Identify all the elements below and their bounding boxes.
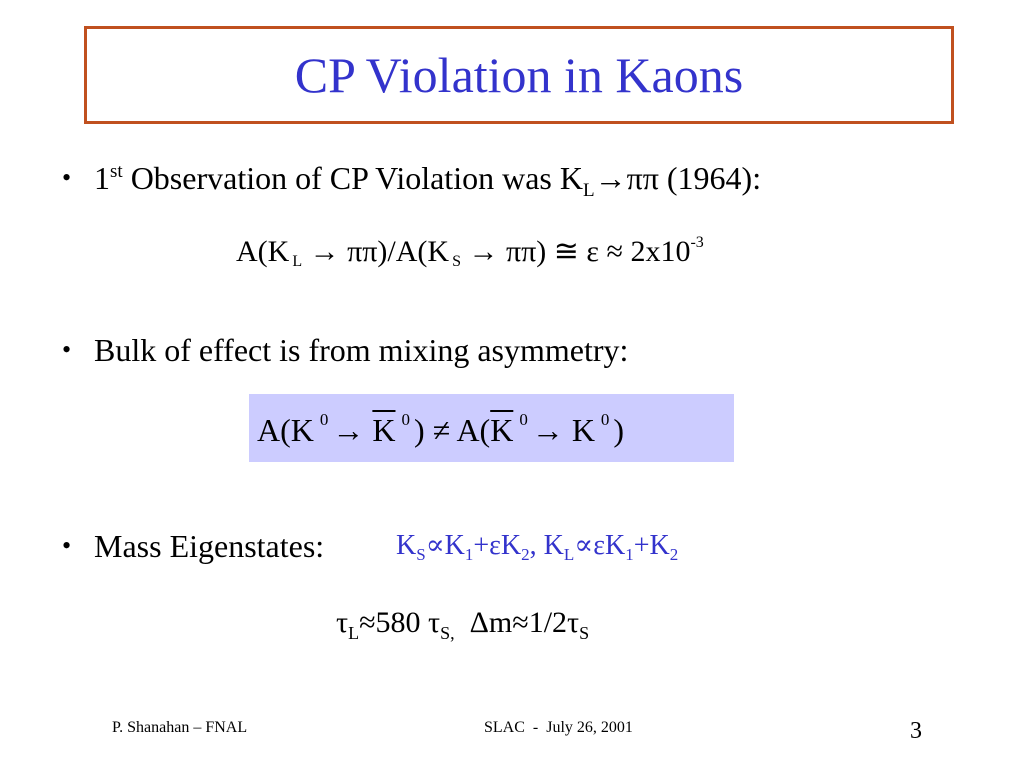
eq1-part-a: A(K	[236, 235, 290, 268]
me-sub-5: 1	[625, 545, 634, 564]
tau-part-3: Δm≈1/2τ	[454, 606, 580, 639]
eq2-sup-2: 0	[401, 410, 410, 429]
ordinal-number: 1	[94, 160, 110, 196]
eq2-mid: ) ≠ A(	[413, 412, 491, 448]
eq1-exponent: -3	[690, 234, 704, 251]
eq2-sup-1: 0	[319, 410, 329, 429]
tau-part-1: τ	[336, 606, 349, 639]
slide-title: CP Violation in Kaons	[294, 47, 744, 103]
bullet-marker: •	[62, 335, 72, 364]
amplitude-ratio-equation	[236, 234, 704, 269]
me-part-2: ∝K	[425, 530, 465, 561]
tau-sub-1: L	[348, 623, 360, 643]
eq2-part-a: A(K	[257, 412, 314, 448]
mixing-text: Bulk of effect is from mixing asymmetry:	[94, 332, 629, 368]
eq2-end: )	[613, 412, 625, 448]
footer-author: P. Shanahan – FNAL	[112, 719, 248, 736]
me-part-5: ∝εK	[574, 530, 626, 561]
tau-part-2: ≈580 τ	[359, 606, 441, 639]
eq1-part-b: → ππ)/A(K	[302, 235, 450, 268]
bullet-marker: •	[62, 163, 72, 192]
eq1-part-c: → ππ) ≅ ε ≈ 2x10	[460, 235, 691, 268]
mass-eigenstates-label: Mass Eigenstates:	[94, 528, 325, 564]
eq2-kbar-2: $\overline{K}$	[490, 412, 514, 448]
bullet-marker: •	[62, 531, 72, 560]
tau-sub-3: S	[579, 623, 590, 643]
footer-event: SLAC - July 26, 2001	[484, 719, 633, 736]
eq1-sub-s: S	[452, 253, 461, 270]
mixing-asymmetry-equation	[257, 412, 624, 449]
me-sub-2: 1	[464, 545, 474, 564]
me-sub-1: S	[416, 545, 426, 564]
lifetime-equation	[336, 606, 590, 643]
kl-subscript: L	[582, 180, 595, 201]
bullet-mass-eigenstates	[62, 530, 324, 562]
eq2-sup-3: 0	[519, 410, 528, 429]
eq2-arrow-2: → K	[531, 412, 595, 448]
mass-eigenstates-equation	[396, 528, 678, 562]
eq2-kbar-1: $\overline{K}$	[372, 412, 396, 448]
ordinal-suffix: st	[110, 161, 123, 182]
me-sub-4: L	[563, 545, 575, 564]
me-part-6: +K	[633, 530, 670, 561]
me-part-3: +εK	[473, 530, 522, 561]
eq1-sub-l: L	[292, 253, 303, 270]
eq2-arrow-1: →	[332, 412, 373, 448]
observation-text: Observation of CP Violation was K	[122, 160, 583, 196]
me-sub-6: 2	[669, 545, 679, 564]
title-box	[84, 26, 954, 124]
page-number: 3	[910, 718, 922, 744]
me-part-4: , K	[529, 530, 564, 561]
tau-sub-2: S,	[440, 623, 455, 643]
me-sub-3: 2	[521, 545, 530, 564]
bullet-mixing	[62, 334, 628, 366]
observation-tail: →ππ (1964):	[594, 160, 762, 196]
eq2-sup-4: 0	[600, 410, 610, 429]
me-part-1: K	[396, 530, 417, 561]
bullet-observation	[62, 160, 762, 201]
